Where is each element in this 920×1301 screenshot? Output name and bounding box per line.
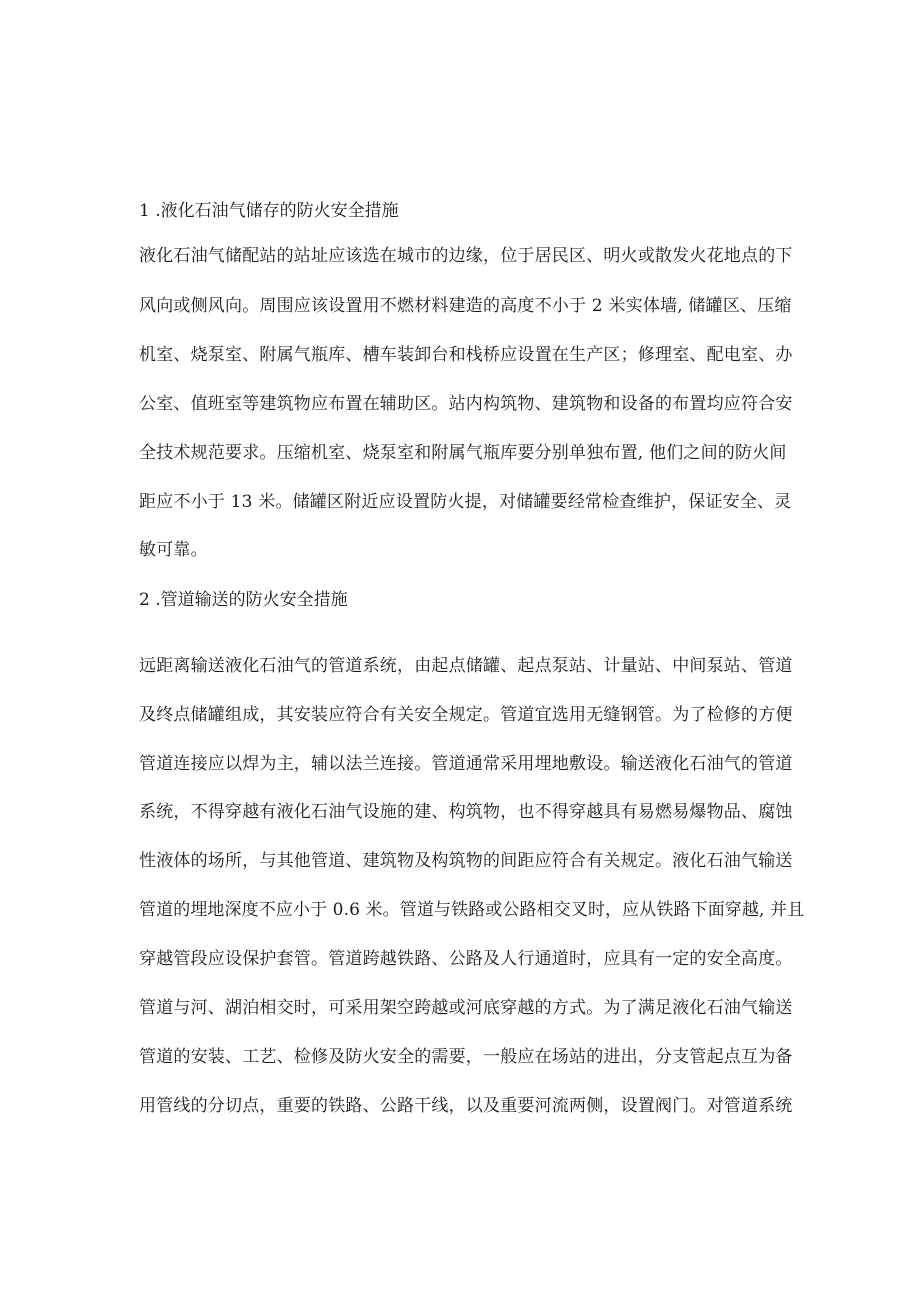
section-1-heading: 1 .液化石油气储存的防火安全措施 [139,201,399,221]
section-1-line: 液化石油气储配站的站址应该选在城市的边缘，位于居民区、明火或散发火花地点的下 [139,246,793,266]
section-2-line: 管道的埋地深度不应小于 0.6 米。管道与铁路或公路相交叉时，应从铁路下面穿越, 并且 [139,900,805,920]
section-2-line: 及终点储罐组成，其安装应符合有关安全规定。管道宜选用无缝钢管。为了检修的方便 [139,705,793,725]
section-2-line: 穿越管段应设保护套管。管道跨越铁路、公路及人行通道时，应具有一定的安全高度。 [139,949,793,969]
section-1-line: 距应不小于 13 米。储罐区附近应设置防火提，对储罐要经常检查维护，保证安全、灵 [139,492,792,512]
section-2-line: 管道与河、湖泊相交时，可采用架空跨越或河底穿越的方式。为了满足液化石油气输送 [139,998,793,1018]
section-2-line: 远距离输送液化石油气的管道系统，由起点储罐、起点泵站、计量站、中间泵站、管道 [139,656,793,676]
section-1-line: 风向或侧风向。周围应该设置用不燃材料建造的高度不小于 2 米实体墙, 储罐区、压缩 [139,296,792,316]
section-2-line: 管道的安装、工艺、检修及防火安全的需要，一般应在场站的进出，分支管起点互为备 [139,1047,793,1067]
section-1-line: 公室、值班室等建筑物应布置在辅助区。站内构筑物、建筑物和设备的布置均应符合安 [139,394,793,414]
section-1-line: 敏可靠。 [139,540,208,560]
section-2-line: 性液体的场所，与其他管道、建筑物及构筑物的间距应符合有关规定。液化石油气输送 [139,851,793,871]
section-2-heading: 2 .管道输送的防火安全措施 [139,590,348,610]
section-2-line: 系统，不得穿越有液化石油气设施的建、构筑物，也不得穿越具有易燃易爆物品、腐蚀 [139,802,793,822]
section-2-line: 用管线的分切点，重要的铁路、公路干线，以及重要河流两侧，设置阀门。对管道系统 [139,1096,793,1116]
section-2-line: 管道连接应以焊为主，辅以法兰连接。管道通常采用埋地敷设。输送液化石油气的管道 [139,754,793,774]
section-1-line: 全技术规范要求。压缩机室、烧泵室和附属气瓶库要分别单独布置, 他们之间的防火间 [139,443,787,463]
section-1-line: 机室、烧泵室、附属气瓶库、槽车装卸台和栈桥应设置在生产区；修理室、配电室、办 [139,345,793,365]
